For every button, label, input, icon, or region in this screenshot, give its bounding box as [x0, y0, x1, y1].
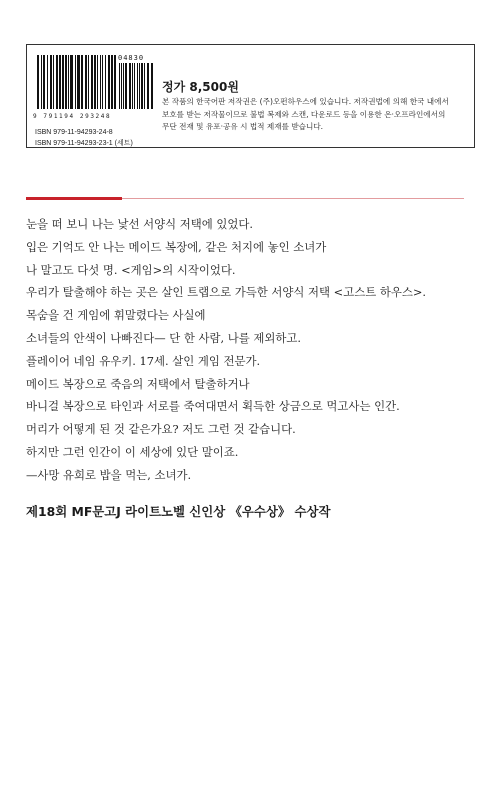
- addon-bar: [134, 63, 135, 109]
- synopsis-line: 눈을 떠 보니 나는 낯선 서양식 저택에 있었다.: [26, 217, 254, 231]
- award-title: 제18회 MF문고J 라이트노벨 신인상 《우수상》 수상작: [26, 504, 331, 519]
- addon-bar: [123, 63, 124, 109]
- synopsis-line: 바니걸 복장으로 타인과 서로를 죽여대면서 획득한 상금으로 먹고사는 인간.: [26, 399, 400, 414]
- isbn-set-line: ISBN 979-11-94293-23-1 (세트): [35, 140, 133, 147]
- barcode-bar: [68, 55, 69, 109]
- addon-bar: [144, 63, 145, 109]
- barcode-bar: [70, 55, 73, 109]
- addon-bar: [147, 63, 149, 109]
- synopsis-line: 머리가 어떻게 된 것 같은가요? 저도 그런 것 같습니다.: [26, 422, 296, 437]
- synopsis: [26, 213, 478, 487]
- addon-bar: [151, 63, 153, 109]
- synopsis-line: 하지만 그런 인간이 이 세상에 있단 말이죠.: [26, 444, 239, 459]
- barcode-bar: [88, 55, 89, 109]
- barcode-bar: [111, 55, 113, 109]
- addon-bar: [125, 63, 127, 109]
- addon-digits: 04830: [118, 54, 145, 62]
- barcode-price-box: [26, 44, 475, 148]
- addon-bar: [119, 63, 120, 109]
- barcode-bar: [81, 55, 83, 109]
- isbn-line: ISBN 979-11-94293-24-8: [35, 129, 113, 136]
- barcode-bar: [91, 55, 93, 109]
- copyright-line: 무단 전재 및 유포·공유 시 법적 제재를 받습니다.: [162, 122, 324, 132]
- barcode-bar: [75, 55, 76, 109]
- barcode-bar: [62, 55, 64, 109]
- copyright-line: 보호를 받는 저작물이므로 불법 복제와 스캔, 다운로드 등을 이용한 온·오프라인에서의: [162, 109, 446, 119]
- barcode-bar: [56, 55, 58, 109]
- barcode-bar: [41, 55, 42, 109]
- addon-bar: [129, 63, 131, 109]
- addon-bar: [139, 63, 140, 109]
- synopsis-line: 나 말고도 다섯 명. <게임>의 시작이었다.: [26, 262, 236, 277]
- barcode-digits: 9 791194 293248: [33, 113, 112, 120]
- barcode-bar: [102, 55, 103, 109]
- barcode-bar: [43, 55, 45, 109]
- synopsis-line: 플레이어 네임 유우키. 17세. 살인 게임 전문가.: [26, 353, 261, 368]
- barcode-bar: [65, 55, 67, 109]
- synopsis-line: —사망 유희로 밥을 먹는, 소녀가.: [26, 467, 192, 482]
- barcode-bar: [94, 55, 96, 109]
- addon-bar: [141, 63, 143, 109]
- addon-bar: [132, 63, 133, 109]
- barcode-bar: [37, 55, 39, 109]
- accent-rule: [26, 197, 122, 200]
- synopsis-line: 소녀들의 안색이 나빠진다— 단 한 사람, 나를 제외하고.: [26, 330, 302, 345]
- copyright-notice: [162, 96, 468, 134]
- copyright-line: 본 작품의 한국어판 저작권은 (주)오펀하우스에 있습니다. 저작권법에 의해 한국 내에서: [162, 97, 449, 106]
- barcode-bar: [53, 55, 54, 109]
- barcode-bar: [59, 55, 61, 109]
- synopsis-line: 입은 기억도 안 나는 메이드 복장에, 같은 처지에 놓인 소녀가: [26, 239, 327, 254]
- addon-bar: [121, 63, 122, 109]
- synopsis-line: 우리가 탈출해야 하는 곳은 살인 트랩으로 가득한 서양식 저택 <고스트 하우스>.: [26, 285, 427, 300]
- barcode-bar: [47, 55, 48, 109]
- synopsis-line: 메이드 복장으로 죽음의 저택에서 탈출하거나: [26, 376, 250, 391]
- isbn-barcode: [33, 49, 157, 137]
- price-label: 정가 8,500원: [162, 80, 239, 94]
- barcode-bar: [50, 55, 52, 109]
- barcode-bar: [108, 55, 110, 109]
- divider-rule: [122, 198, 464, 199]
- barcode-bar: [100, 55, 101, 109]
- barcode-bar: [114, 55, 116, 109]
- synopsis-line: 목숨을 건 게임에 휘말렸다는 사실에: [26, 308, 206, 323]
- barcode-bar: [85, 55, 87, 109]
- addon-bar: [137, 63, 138, 109]
- barcode-bar: [97, 55, 98, 109]
- barcode-bar: [105, 55, 106, 109]
- barcode-bar: [77, 55, 80, 109]
